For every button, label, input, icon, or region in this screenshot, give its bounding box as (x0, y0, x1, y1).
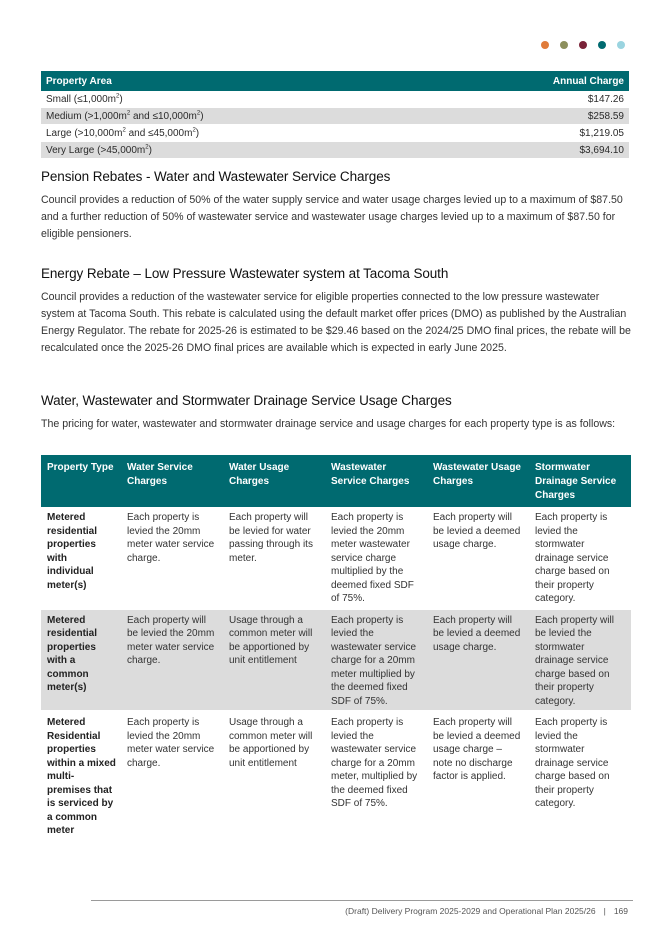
table-cell: Each property is levied the wastewater service charge for a 20mm meter multiplied by the deemed fixed SDF of 75%. (325, 609, 427, 712)
table-row (41, 108, 629, 125)
table-cell: Each property is levied the 20mm meter water service charge. (121, 711, 223, 841)
dot-teal (598, 41, 606, 49)
table-cell: Each property will be levied the 20mm meter water service charge. (121, 609, 223, 712)
table-cell: Each property is levied the wastewater service charge for a 20mm meter, multiplied by the deemed fixed SDF of 75%. (325, 711, 427, 841)
table-cell: Usage through a common meter will be apportioned by unit entitlement (223, 609, 325, 712)
table-row (41, 91, 629, 108)
table-row (41, 609, 631, 712)
property-type-cell: Metered residential properties with individual meter(s) (41, 507, 121, 609)
page-footer (345, 906, 628, 916)
table-cell: Each property is levied the 20mm meter water service charge. (121, 507, 223, 609)
pension-body: Council provides a reduction of 50% of the water supply service and water usage charges levied up to a maximum of $87.50 and a further reduction of 50% of wastewater service and wastewater usage charges levied up to a maximum of $87.50 for eligible pensioners. (41, 194, 623, 240)
usage-heading: Water, Wastewater and Stormwater Drainage Service Usage Charges (41, 393, 452, 408)
table-row (41, 125, 629, 142)
table-cell: Each property will be levied for water passing through its meter. (223, 507, 325, 609)
header-water-usage: Water Usage Charges (223, 455, 325, 507)
charge-cell: $147.26 (437, 91, 629, 108)
table-cell: Each property will be levied a deemed usage charge. (427, 507, 529, 609)
table-row (41, 711, 631, 841)
pricing-table (41, 455, 631, 842)
area-cell: Large ($>10,000m^2$ and $\le 45,000m^2$) (41, 125, 437, 142)
table-cell: Each property is levied the stormwater drainage service charge based on their property category. (529, 711, 631, 841)
header-water-service: Water Service Charges (121, 455, 223, 507)
header-wastewater-service: Wastewater Service Charges (325, 455, 427, 507)
table-cell: Each property is levied the 20mm meter wastewater service charge multiplied by the deemed fixed SDF of 75%. (325, 507, 427, 609)
area-table-header (41, 71, 629, 91)
area-charge-table (41, 71, 629, 159)
table-cell: Each property will be levied a deemed usage charge. (427, 609, 529, 712)
table-cell: Each property will be levied a deemed usage charge – note no discharge factor is applied. (427, 711, 529, 841)
pension-section (41, 169, 631, 243)
footer-divider (91, 900, 633, 901)
table-row (41, 507, 631, 609)
header-wastewater-usage: Wastewater Usage Charges (427, 455, 529, 507)
charge-cell: $1,219.05 (437, 125, 629, 142)
property-type-cell: Metered residential properties with a common meter(s) (41, 609, 121, 712)
energy-heading: Energy Rebate – Low Pressure Wastewater system at Tacoma South (41, 266, 449, 281)
dot-olive (560, 41, 568, 49)
usage-body: The pricing for water, wastewater and stormwater drainage service and usage charges for each property type is as follows: (41, 418, 616, 430)
table-row (41, 142, 629, 159)
footer-separator: | (603, 906, 606, 916)
dot-light-blue (617, 41, 625, 49)
property-type-cell: Metered Residential properties within a mixed multi-premises that is serviced by a common meter (41, 711, 121, 841)
header-annual-charge: Annual Charge (437, 71, 629, 91)
charge-cell: $258.59 (437, 108, 629, 125)
pension-heading: Pension Rebates - Water and Wastewater Service Charges (41, 169, 391, 184)
energy-body: Council provides a reduction of the wastewater service for eligible properties connected to the low pressure wastewater system at Tacoma South. This rebate is calculated using the default market offer prices (DMO) as published by the Australian Energy Regulator. The rebate for 2025-26 is estimated to be $29.46 based on the 2024/25 DMO final prices, the rebate will be recalculated once the 2025-26 DMO final prices are available which is expected in early June 2025. (41, 291, 631, 354)
dot-orange (541, 41, 549, 49)
energy-section (41, 266, 631, 357)
decorative-dots (541, 41, 625, 49)
area-cell: Medium ($>1,000m^2$ and $\le 10,000m^2$) (41, 108, 437, 125)
charge-cell: $3,694.10 (437, 142, 629, 159)
footer-title: (Draft) Delivery Program 2025-2029 and Operational Plan 2025/26 (345, 906, 596, 916)
pricing-table-header (41, 455, 631, 507)
area-cell: Small $(\le 1,000m^2)$ (41, 91, 437, 108)
dot-maroon (579, 41, 587, 49)
area-cell: Very Large $(>45,000m^2)$ (41, 142, 437, 159)
table-cell: Each property is levied the stormwater drainage service charge based on their property category. (529, 507, 631, 609)
header-property-type: Property Type (41, 455, 121, 507)
header-property-area: Property Area (41, 71, 437, 91)
header-stormwater: Stormwater Drainage Service Charges (529, 455, 631, 507)
page-number: 169 (613, 906, 628, 916)
table-cell: Usage through a common meter will be apportioned by unit entitlement (223, 711, 325, 841)
usage-section (41, 393, 631, 433)
table-cell: Each property will be levied the stormwater drainage service charge based on their property category. (529, 609, 631, 712)
